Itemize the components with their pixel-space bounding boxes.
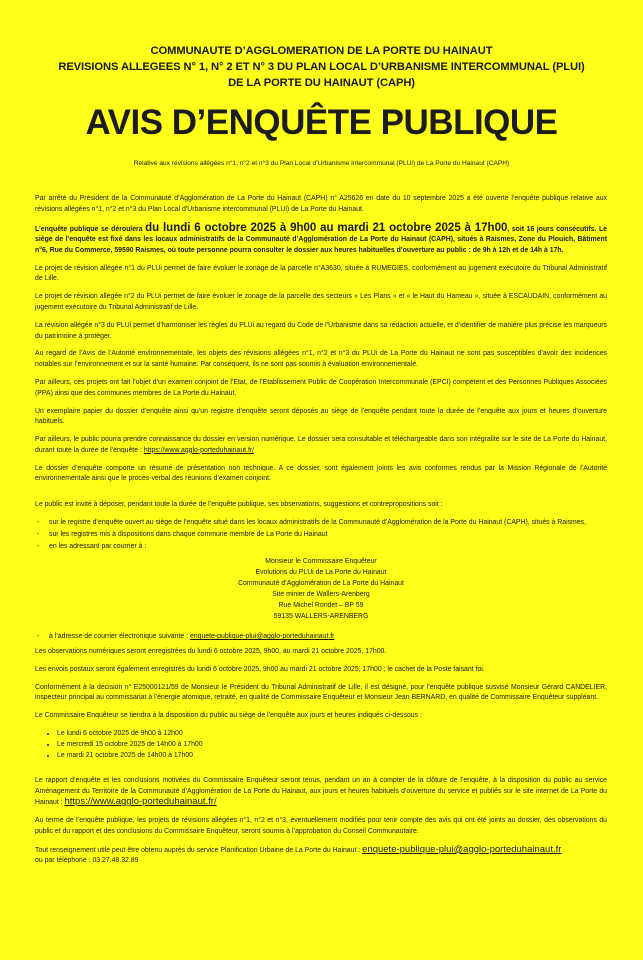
list-item: - sur le registre d’enquête ouvert au siège de l’enquête situé dans les locaux administratifs de la Communauté d’Agglomération de la Porte du Hainaut (CAPH), situés à Raismes, [35,518,607,529]
contact-email-link[interactable]: enquete-publique-plui@agglo-porteduhainaut.fr [362,843,562,855]
address-line: Site minier de Wallers-Arenberg [272,591,370,599]
address-line: Communauté d’Agglomération de La Porte du Hainaut [238,580,404,588]
paragraph-obs-numeriques: Les observations numériques seront enregistrées du lundi 6 octobre 2025, 9h00, au mardi 21 octobre 2025, 17h00. [35,647,387,655]
paragraph-registre: Un exemplaire papier du dossier d’enquête ainsi qu’un registre d’enquête seront déposés au siège de l’enquête pendant toute la durée de l’enquête aux jours et heures d’ouverture habituels. [35,407,607,426]
header [30,43,613,91]
page-title: AVIS D’ENQUÊTE PUBLIQUE [85,103,558,142]
intro-paragraph: Par arrêté du Président de la Communauté d’Agglomération de La Porte du Hainaut (CAPH) n° A25626 en date du 10 septembre 2025 a été ouverte l’enquête publique relative aux révisions allégées n°1, n°2 et n°3 du Plan Local d’Urbanisme intercommunal (PLUi) de La Porte du Hainaut. [35,195,607,213]
paragraph-revision-1: Le projet de révision allégée n°1 du PLUi permet de faire évoluer le zonage de la parcelle n°A3630, située à RUMEGIES, conformément au jugement exécutoire du Tribunal Administratif de Lille. [35,264,607,283]
email-link[interactable]: enquete-publique-plui@agglo-porteduhainaut.fr [189,633,335,641]
postal-address [35,556,607,622]
list-item [35,632,607,643]
paragraph-examen-conjoint: Par ailleurs, ces projets ont fait l’objet d’un examen conjoint de l’Etat, de l’Etablissement Public de Coopération Intercommunale (EPCI) compétent et des Personnes Publiques Associées (PPA) ainsi que des communes membres de La Porte du Hainaut. [35,379,607,397]
paragraph-revision-2: Le projet de révision allégée n°2 du PLUi permet de faire évoluer le zonage de la parcelle des secteurs « Les Plans » et « le Haut du Hameau », située à ESCAUDAIN, conformément au jugement exécutoire du Tribunal Administratif de Lille. [35,293,607,311]
website-link[interactable]: https://www.agglo-porteduhainaut.fr/ [143,446,255,454]
paragraph-contact [35,845,607,867]
contact-phone: ou par téléphone : 03.27.48.32.89 [35,857,139,865]
header-line-3: DE LA PORTE DU HAINAUT (CAPH) [228,77,415,89]
list-item: • Le lundi 6 octobre 2025 de 9h00 à 12h00 [57,729,607,740]
dates-rest: , soit 16 jours consécutifs. Le siège de l’enquête est fixé dans les locaux administratifs de la Communauté d’Agglomération de La Porte du Hainaut (CAPH), situés à Raismes, Zone du Plouich, Bâtiment n°6, Rue du Commerce, 59590 Raismes, où toute personne pourra consulter le dossier aux heures habituelles d’ouverture au public : de 9h à 12h et de 14h à 17h. [35,225,608,254]
email-list [35,632,607,643]
list-item: - sur les registres mis à dispositions dans chaque commune membre de La Porte du Hainaut [35,530,607,541]
paragraph-envois: Les envois postaux seront également enregistrés du lundi 6 octobre 2025, 9h00 au mardi 21 octobre 2025, 17h00 ; le cachet de la Poste faisant foi. [35,665,485,673]
notice-body [35,194,607,874]
deposit-list [35,518,607,552]
address-line: Monsieur le Commissaire Enquêteur [265,558,377,566]
paragraph-revision-3: La révision allégée n°3 du PLUi permet d’harmoniser les règles du PLUi au regard du Code de l’Urbanisme dans sa rédaction actuelle, et d’identifier de manière plus précise les marqueurs du patrimoine à protéger. [35,321,607,340]
list-item: - en les adressant par courrier à : [35,542,607,553]
paragraph-resume: Le dossier d’enquête comporte un résumé de présentation non technique. A ce dossier, sont également joints les avis conformes rendus par la Mission Régionale de l’Autorité environnementale ainsi que le procès-verbal des réunions d’examen conjoint. [35,464,607,483]
paragraph-permanences-intro: Le Commissaire Enquêteur se tiendra à la disposition du public au siège de l’enquête aux jours et heures indiqués ci-dessous : [35,712,422,720]
address-line: 59135 WALLERS-ARENBERG [273,613,369,621]
paragraph-decision: Conformément à la décision n° E25000121/59 de Monsieur le Président du Tribunal Administratif de Lille, il est désigné, pour l’enquête publique susvisé Monsieur Gérard CANDELIER, inspecteur principal au commissariat à l’énergie atomique, retraité, en qualité de Commissaire Enquêteur et Monsieur Jean BERNARD, en qualité de Commissaire Enquêteur suppléant. [35,683,607,702]
website-link[interactable]: https://www.agglo-porteduhainaut.fr/ [64,796,217,808]
paragraph-terme: Au terme de l’enquête publique, les projets de révisions allégées n°1, n°2 et n°3, éventuellement modifiés pour tenir compte des avis qui ont été joints au dossier, des observations du public et du rapport et des conclusions du Commissaire Enquêteur, seront soumis à l’approbation du Conseil Communautaire. [35,817,607,835]
email-item-text: à l’adresse de courrier électronique suivante : [49,633,190,641]
dates-lead: L’enquête publique se déroulera [35,225,146,233]
dates-paragraph [35,223,607,257]
dates-range: du lundi 6 octobre 2025 à 9h00 au mardi 21 octobre 2025 à 17h00 [145,221,508,234]
numerique-text: Par ailleurs, le public pourra prendre connaissance du dossier en version numérique. Le dossier sera consultable et téléchargeable dans son intégralité sur le site de La Porte du Hainaut, durant toute la durée de l’enquête : [35,436,607,454]
address-line: Rue Michel Rondet – BP 59 [278,602,364,610]
rapport-text: Le rapport d’enquête et les conclusions motivées du Commissaire Enquêteur seront tenus, pendant un an à compter de la clôture de l’enquête, à la disposition du public au service Aménagement du Territoire de la Communauté d’Agglomération de La Porte du Hainaut, aux jours et heures habituels d’ouverture du service et publiés sur le site internet de La Porte du Hainaut : [35,777,607,807]
paragraph-numerique [35,435,607,456]
header-line-1: COMMUNAUTE D’AGGLOMERATION DE LA PORTE DU HAINAUT [150,45,493,57]
paragraph-environment: Au regard de l’Avis de l’Autorité environnementale, les objets des révisions allégées n°1, n°2 et n°3 du PLUi de La Porte du Hainaut ne sont pas susceptibles d’avoir des incidences notables sur l’environnement et sur la santé humaine. Par conséquent, ils ne sont pas soumis à évaluation environnementale. [35,350,607,369]
list-item: • Le mardi 21 octobre 2025 de 14h00 à 17h00 [57,751,607,762]
paragraph-rapport [35,776,607,809]
list-item: • Le mercredi 15 octobre 2025 de 14h00 à 17h00 [57,740,607,751]
contact-text: Tout renseignement utile peut être obtenu auprès du service Planification Urbaine de La Porte du Hainaut : [35,846,363,854]
address-line: Evolutions du PLUi de La Porte du Hainaut [255,569,387,577]
paragraph-invite: Le public est invité à déposer, pendant toute la durée de l’enquête publique, ses observations, suggestions et contrepropositions soit : [35,501,443,509]
header-line-2: REVISIONS ALLEGEES N° 1, N° 2 ET N° 3 DU PLAN LOCAL D’URBANISME INTERCOMMUNAL (PLUI) [58,61,585,73]
subtitle: Relative aux révisions allégées n°1, n°2 et n°3 du Plan Local d’Urbanisme intercommunal (PLUi) de La Porte du Hainaut (CAPH) [133,160,510,167]
permanences-list [35,729,607,762]
